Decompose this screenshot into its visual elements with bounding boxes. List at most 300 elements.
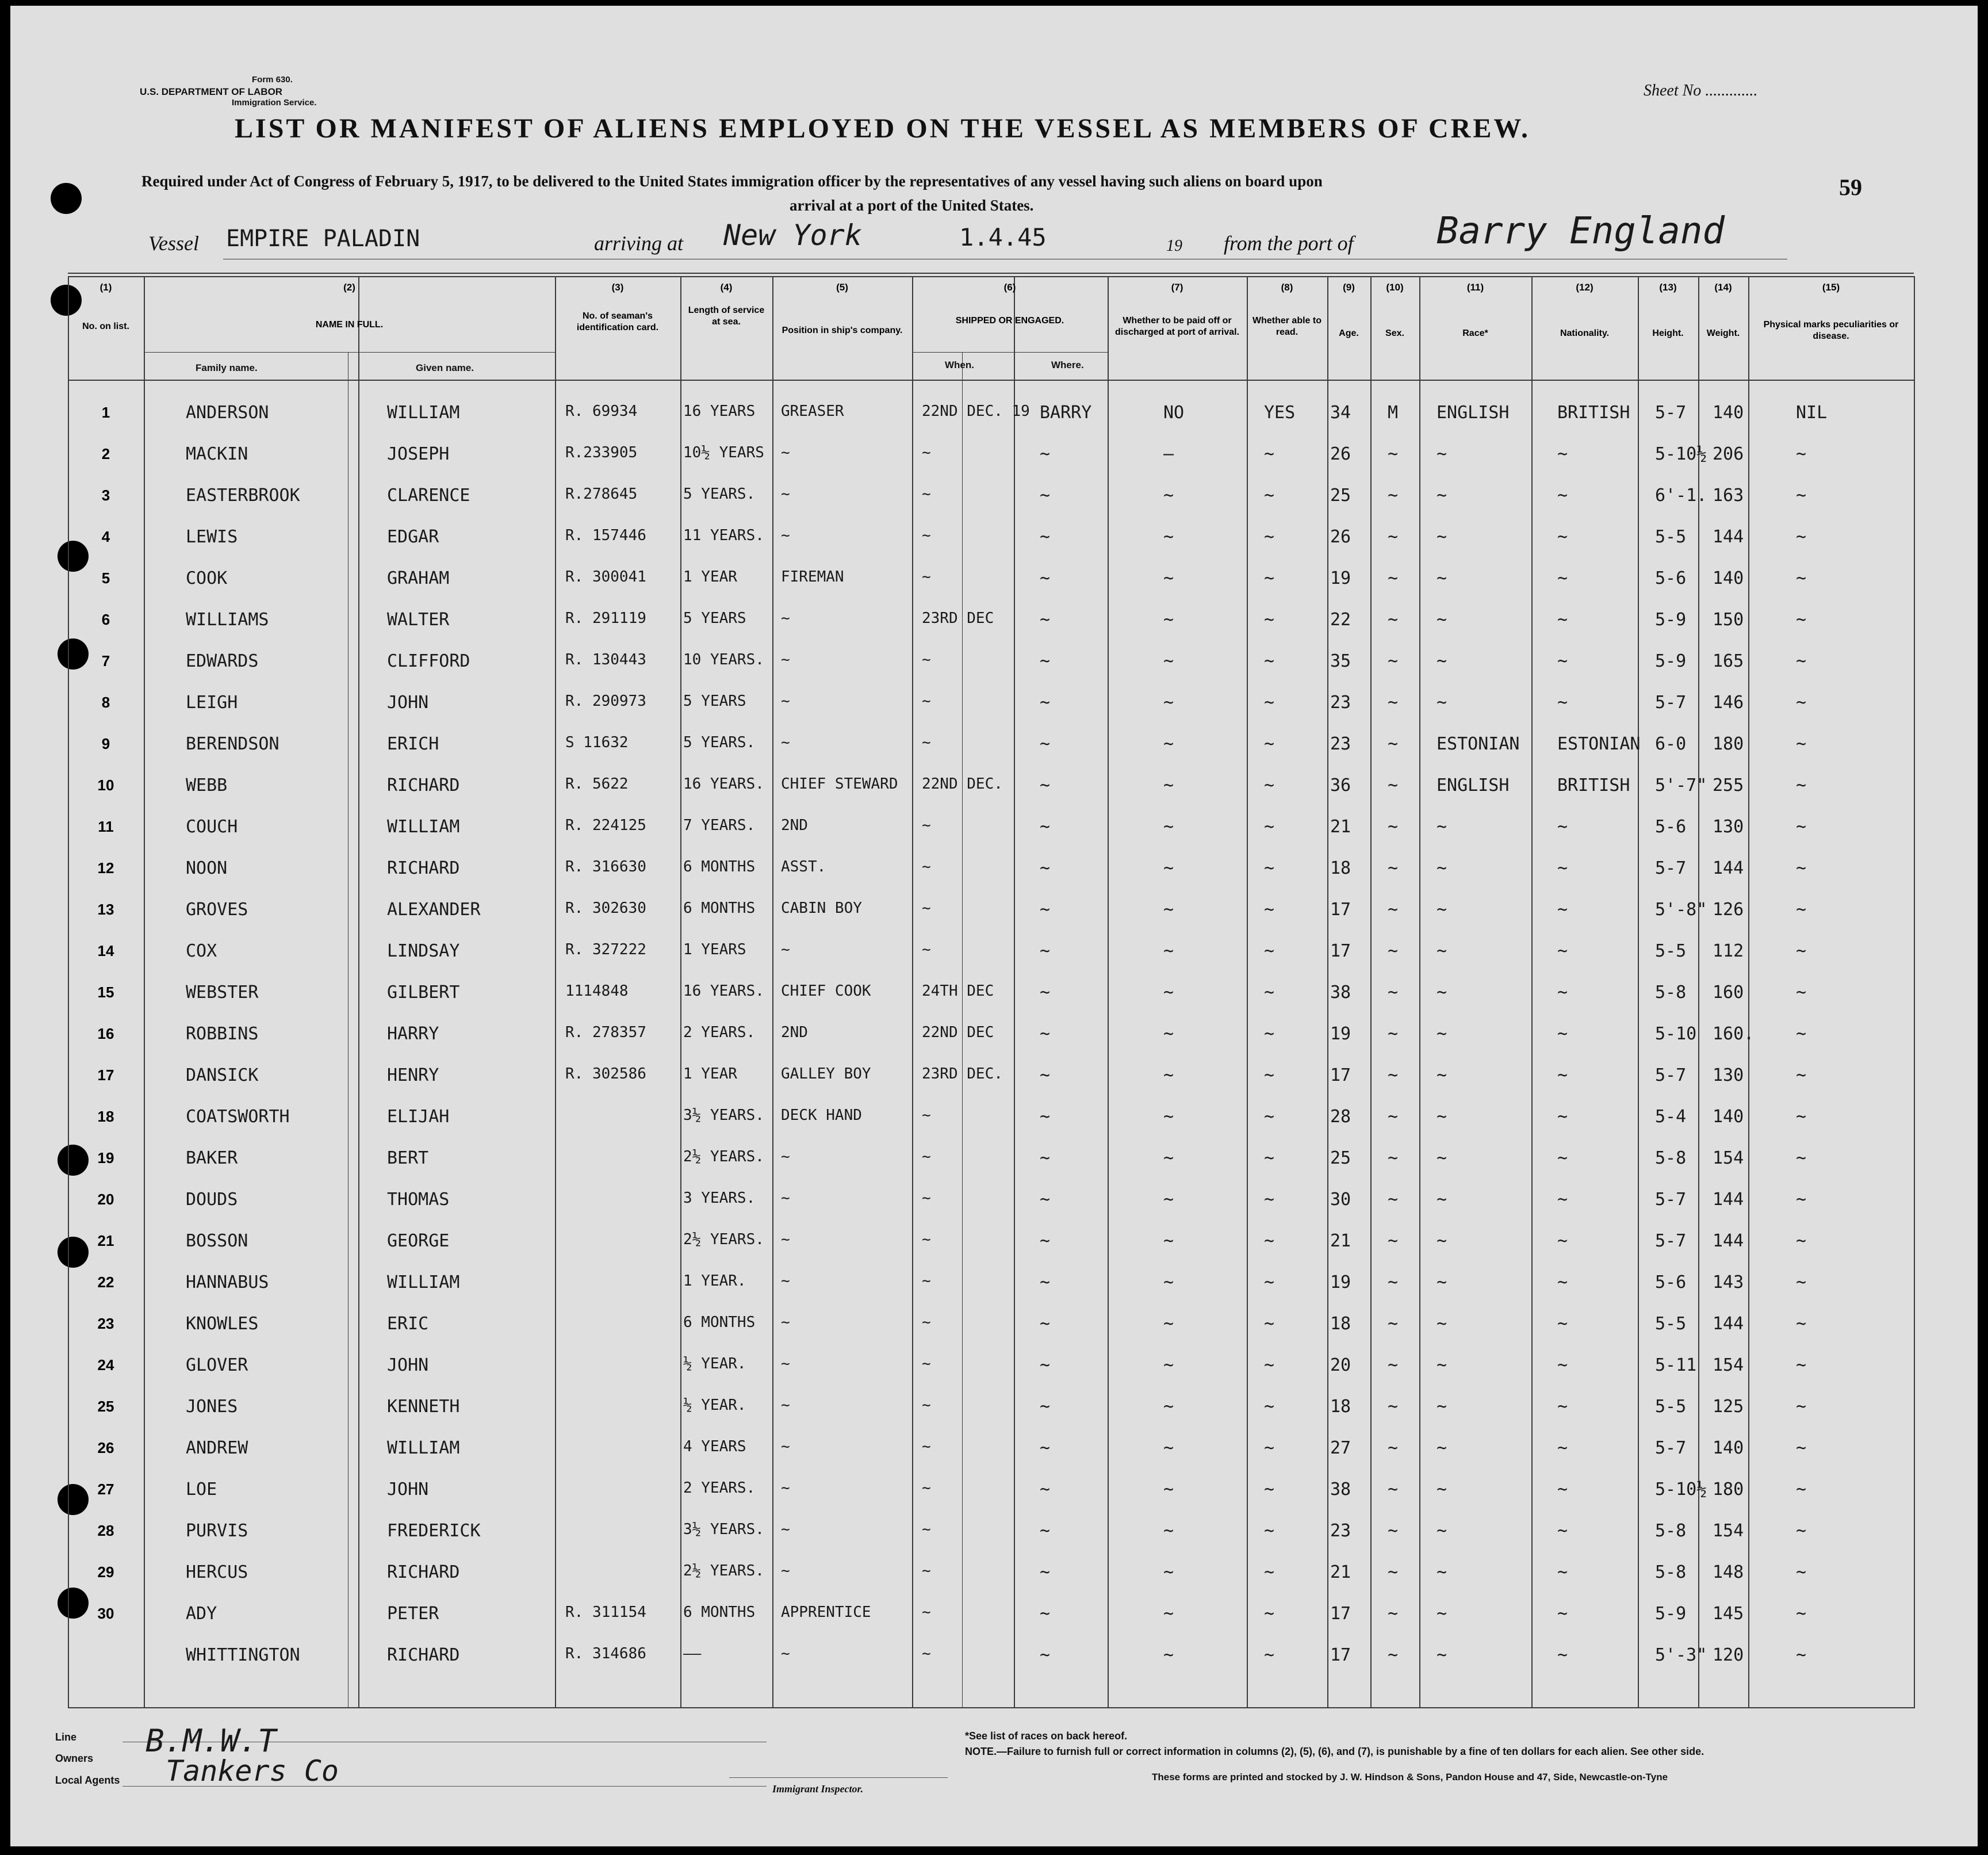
cell-height: 5-7 [1655, 1065, 1687, 1085]
shipped-subheader-rule [912, 352, 1108, 353]
column-header: Age. [1339, 328, 1359, 338]
cell-weight: 255 [1713, 775, 1744, 795]
row-number: 26 [97, 1439, 114, 1456]
row-number: 24 [97, 1356, 114, 1374]
cell-service: 4 YEARS [683, 1438, 746, 1455]
cell-when: ~ [922, 900, 931, 917]
cell-position: ~ [781, 651, 790, 668]
cell-where: ~ [1040, 858, 1051, 878]
form-title: LIST OR MANIFEST OF ALIENS EMPLOYED ON THE VESSEL AS MEMBERS OF CREW. [235, 113, 1530, 144]
cell-marks: ~ [1796, 651, 1807, 671]
column-rule [358, 276, 359, 1708]
family-name-subheader: Family name. [196, 362, 258, 373]
column-header: No. on list. [82, 322, 129, 331]
cell-height: 5-5 [1655, 941, 1687, 961]
cell-paid: ~ [1163, 1024, 1174, 1044]
cell-sex: ~ [1388, 817, 1399, 837]
cell-card: R. 291119 [565, 610, 646, 627]
cell-position: CHIEF STEWARD [781, 775, 898, 793]
cell-read: ~ [1264, 1604, 1275, 1624]
cell-read: ~ [1264, 527, 1275, 547]
cell-age: 19 [1330, 568, 1351, 588]
row-number: 16 [97, 1025, 114, 1042]
cell-service: 5 YEARS. [683, 485, 756, 503]
arriving-port: New York [723, 219, 862, 252]
row-number: 7 [101, 652, 110, 670]
cell-marks: ~ [1796, 693, 1807, 713]
cell-card: R. 224125 [565, 817, 646, 834]
cell-height: 5-6 [1655, 1272, 1687, 1292]
cell-position: GREASER [781, 403, 844, 420]
cell-weight: 144 [1713, 858, 1744, 878]
cell-where: ~ [1040, 1604, 1051, 1624]
cell-when: ~ [922, 1107, 931, 1124]
cell-sex: ~ [1388, 1065, 1399, 1085]
cell-family: NOON [186, 858, 228, 878]
cell-when: ~ [922, 1190, 931, 1207]
cell-race: ~ [1437, 941, 1447, 961]
column-rule [555, 276, 556, 1708]
cell-family: COOK [186, 568, 228, 588]
cell-read: YES [1264, 403, 1296, 423]
cell-height: 5-5 [1655, 1314, 1687, 1334]
cell-age: 17 [1330, 1604, 1351, 1624]
cell-family: LEIGH [186, 693, 238, 713]
cell-sex: ~ [1388, 1562, 1399, 1582]
cell-age: 23 [1330, 734, 1351, 754]
cell-paid: ~ [1163, 485, 1174, 506]
cell-nationality: ~ [1557, 858, 1568, 878]
cell-height: 5-7 [1655, 403, 1687, 423]
row-number: 9 [101, 735, 110, 752]
cell-paid: ~ [1163, 734, 1174, 754]
cell-marks: ~ [1796, 1604, 1807, 1624]
where-subheader: Where. [1051, 359, 1084, 370]
cell-paid: ~ [1163, 568, 1174, 588]
cell-marks: ~ [1796, 1231, 1807, 1251]
cell-where: ~ [1040, 734, 1051, 754]
cell-position: ~ [781, 1355, 790, 1372]
cell-nationality: ~ [1557, 1231, 1568, 1251]
cell-when: ~ [922, 1314, 931, 1331]
cell-read: ~ [1264, 982, 1275, 1003]
cell-when: ~ [922, 1521, 931, 1538]
cell-marks: ~ [1796, 568, 1807, 588]
cell-card: R. 130443 [565, 651, 646, 668]
cell-sex: M [1388, 403, 1399, 423]
column-header: SHIPPED OR ENGAGED. [955, 316, 1064, 326]
cell-service: 10½ YEARS [683, 444, 764, 461]
cell-height: 5-8 [1655, 1562, 1687, 1582]
cell-paid: ~ [1163, 1521, 1174, 1541]
row-number: 23 [97, 1315, 114, 1332]
cell-position: ~ [781, 444, 790, 461]
cell-weight: 154 [1713, 1355, 1744, 1375]
cell-race: ~ [1437, 1148, 1447, 1168]
cell-marks: ~ [1796, 1314, 1807, 1334]
cell-given: WILLIAM [387, 1272, 460, 1292]
cell-paid: ~ [1163, 817, 1174, 837]
cell-weight: 145 [1713, 1604, 1744, 1624]
cell-service: ½ YEAR. [683, 1355, 746, 1372]
cell-where: BARRY [1040, 403, 1092, 423]
cell-marks: ~ [1796, 1355, 1807, 1375]
punch-hole [58, 1484, 89, 1515]
cell-nationality: ~ [1557, 1438, 1568, 1458]
cell-marks: ~ [1796, 444, 1807, 464]
cell-marks: ~ [1796, 941, 1807, 961]
cell-card: R. 300041 [565, 568, 646, 586]
cell-where: ~ [1040, 610, 1051, 630]
cell-marks: ~ [1796, 610, 1807, 630]
column-number: (5) [836, 282, 848, 293]
cell-given: ALEXANDER [387, 900, 481, 920]
cell-sex: ~ [1388, 941, 1399, 961]
cell-read: ~ [1264, 941, 1275, 961]
cell-race: ~ [1437, 485, 1447, 506]
cell-service: 6 MONTHS [683, 900, 756, 917]
cell-family: EASTERBROOK [186, 485, 300, 506]
cell-service: 10 YEARS. [683, 651, 764, 668]
cell-given: HENRY [387, 1065, 439, 1085]
cell-where: ~ [1040, 1231, 1051, 1251]
cell-when: ~ [922, 1397, 931, 1414]
cell-where: ~ [1040, 982, 1051, 1003]
form-subtitle-line1: Required under Act of Congress of February 5, 1917, to be delivered to the United States immigration officer by the representatives of any vessel having such aliens on board upon [141, 173, 1323, 190]
cell-marks: ~ [1796, 1065, 1807, 1085]
cell-sex: ~ [1388, 1604, 1399, 1624]
cell-card: R. 302586 [565, 1065, 646, 1083]
cell-read: ~ [1264, 444, 1275, 464]
cell-nationality: ~ [1557, 900, 1568, 920]
cell-nationality: ~ [1557, 485, 1568, 506]
cell-paid: ~ [1163, 1355, 1174, 1375]
cell-service: 16 YEARS [683, 403, 756, 420]
cell-given: EDGAR [387, 527, 439, 547]
cell-when: 22ND DEC [922, 1024, 994, 1041]
cell-position: 2ND [781, 1024, 808, 1041]
column-rule [1638, 276, 1639, 1708]
cell-race: ~ [1437, 527, 1447, 547]
column-number: (8) [1281, 282, 1293, 293]
row-number: 27 [97, 1481, 114, 1498]
cell-age: 38 [1330, 982, 1351, 1003]
cell-weight: 143 [1713, 1272, 1744, 1292]
cell-height: 5-7 [1655, 1190, 1687, 1210]
cell-read: ~ [1264, 900, 1275, 920]
cell-card: R. 5622 [565, 775, 629, 793]
cell-weight: 144 [1713, 1314, 1744, 1334]
cell-read: ~ [1264, 775, 1275, 795]
row-number: 29 [97, 1563, 114, 1581]
cell-height: 6'-1. [1655, 485, 1707, 506]
header-bottom-rule [68, 380, 1914, 381]
cell-paid: ~ [1163, 775, 1174, 795]
cell-family: LOE [186, 1479, 217, 1500]
cell-height: 5-10½ [1655, 1479, 1707, 1500]
cell-read: ~ [1264, 1521, 1275, 1541]
cell-sex: ~ [1388, 900, 1399, 920]
vessel-name: EMPIRE PALADIN [226, 225, 420, 252]
cell-nationality: ~ [1557, 1148, 1568, 1168]
cell-sex: ~ [1388, 1521, 1399, 1541]
cell-service: 5 YEARS [683, 610, 746, 627]
cell-family: MACKIN [186, 444, 248, 464]
vessel-label: Vessel [148, 232, 199, 255]
cell-race: ESTONIAN [1437, 734, 1520, 754]
cell-marks: ~ [1796, 1438, 1807, 1458]
cell-nationality: ~ [1557, 444, 1568, 464]
cell-sex: ~ [1388, 1190, 1399, 1210]
cell-marks: ~ [1796, 1024, 1807, 1044]
cell-where: ~ [1040, 1355, 1051, 1375]
cell-service: ½ YEAR. [683, 1397, 746, 1414]
inspector-signature-line [729, 1777, 948, 1778]
cell-nationality: ~ [1557, 1521, 1568, 1541]
cell-race: ~ [1437, 444, 1447, 464]
cell-weight: 140 [1713, 1107, 1744, 1127]
cell-age: 18 [1330, 1314, 1351, 1334]
cell-position: ~ [781, 1479, 790, 1497]
cell-service: 16 YEARS. [683, 982, 764, 1000]
cell-weight: 154 [1713, 1148, 1744, 1168]
cell-family: ADY [186, 1604, 217, 1624]
cell-when: ~ [922, 527, 931, 544]
cell-position: ~ [781, 941, 790, 958]
row-number: 18 [97, 1108, 114, 1125]
cell-where: ~ [1040, 651, 1051, 671]
cell-age: 25 [1330, 1148, 1351, 1168]
cell-when: ~ [922, 734, 931, 751]
cell-race: ~ [1437, 982, 1447, 1003]
cell-age: 17 [1330, 1065, 1351, 1085]
cell-paid: ~ [1163, 1314, 1174, 1334]
column-number: (3) [611, 282, 624, 293]
cell-age: 17 [1330, 1645, 1351, 1665]
column-rule [1531, 276, 1533, 1708]
cell-height: 5-7 [1655, 693, 1687, 713]
punch-hole [58, 1145, 89, 1176]
cell-given: CLIFFORD [387, 651, 470, 671]
column-header: Whether to be paid off or discharged at port of arrival. [1114, 316, 1240, 337]
cell-family: COX [186, 941, 217, 961]
cell-height: 5-6 [1655, 568, 1687, 588]
cell-when: 22ND DEC. [922, 775, 1003, 793]
cell-paid: ~ [1163, 1148, 1174, 1168]
cell-marks: ~ [1796, 1107, 1807, 1127]
cell-nationality: ~ [1557, 1355, 1568, 1375]
cell-service: 3 YEARS. [683, 1190, 756, 1207]
column-rule [1108, 276, 1109, 1708]
cell-nationality: ~ [1557, 1397, 1568, 1417]
cell-family: GROVES [186, 900, 248, 920]
cell-weight: 130 [1713, 1065, 1744, 1085]
cell-nationality: ~ [1557, 1024, 1568, 1044]
cell-nationality: ~ [1557, 982, 1568, 1003]
punch-hole [58, 1237, 89, 1268]
cell-sex: ~ [1388, 1024, 1399, 1044]
cell-given: WALTER [387, 610, 450, 630]
column-rule [1419, 276, 1420, 1708]
cell-paid: ~ [1163, 1397, 1174, 1417]
cell-service: 2½ YEARS. [683, 1231, 764, 1248]
cell-position: ~ [781, 527, 790, 544]
cell-race: ~ [1437, 900, 1447, 920]
given-name-subheader: Given name. [416, 362, 474, 373]
cell-age: 21 [1330, 1231, 1351, 1251]
cell-sex: ~ [1388, 1314, 1399, 1334]
cell-marks: ~ [1796, 982, 1807, 1003]
cell-sex: ~ [1388, 1355, 1399, 1375]
cell-service: 1 YEAR [683, 1065, 737, 1083]
cell-when: ~ [922, 1479, 931, 1497]
cell-where: ~ [1040, 1272, 1051, 1292]
punch-hole [51, 183, 82, 214]
cell-when: ~ [922, 817, 931, 834]
cell-weight: 140 [1713, 568, 1744, 588]
cell-paid: ~ [1163, 1645, 1174, 1665]
cell-marks: ~ [1796, 817, 1807, 837]
cell-age: 21 [1330, 1562, 1351, 1582]
cell-age: 19 [1330, 1024, 1351, 1044]
cell-race: ~ [1437, 1107, 1447, 1127]
column-rule [68, 276, 69, 1708]
cell-sex: ~ [1388, 1148, 1399, 1168]
column-number: (2) [343, 282, 355, 293]
column-number: (6) [1003, 282, 1016, 293]
cell-where: ~ [1040, 485, 1051, 506]
year-label: 19 [1166, 237, 1182, 255]
cell-given: HARRY [387, 1024, 439, 1044]
cell-race: ~ [1437, 858, 1447, 878]
cell-height: 5'-3" [1655, 1645, 1707, 1665]
owners-label: Owners [55, 1753, 94, 1764]
cell-where: ~ [1040, 1065, 1051, 1085]
cell-nationality: ~ [1557, 1065, 1568, 1085]
cell-paid: ~ [1163, 1562, 1174, 1582]
cell-position: DECK HAND [781, 1107, 862, 1124]
cell-race: ENGLISH [1437, 775, 1510, 795]
cell-when: ~ [922, 651, 931, 668]
cell-race: ~ [1437, 1645, 1447, 1665]
cell-where: ~ [1040, 568, 1051, 588]
cell-sex: ~ [1388, 444, 1399, 464]
cell-paid: – [1163, 444, 1174, 464]
cell-sex: ~ [1388, 527, 1399, 547]
cell-height: 5'-8" [1655, 900, 1707, 920]
cell-where: ~ [1040, 941, 1051, 961]
cell-given: RICHARD [387, 1645, 460, 1665]
cell-marks: ~ [1796, 1397, 1807, 1417]
sheet-label: Sheet No [1644, 82, 1702, 100]
cell-age: 17 [1330, 941, 1351, 961]
cell-weight: 130 [1713, 817, 1744, 837]
cell-paid: ~ [1163, 941, 1174, 961]
row-number: 14 [97, 942, 114, 959]
cell-marks: ~ [1796, 1562, 1807, 1582]
cell-race: ~ [1437, 1355, 1447, 1375]
column-header: Whether able to read. [1252, 316, 1321, 337]
when-subheader: When. [945, 359, 974, 370]
cell-read: ~ [1264, 1314, 1275, 1334]
cell-where: ~ [1040, 693, 1051, 713]
cell-paid: ~ [1163, 1604, 1174, 1624]
cell-service: 5 YEARS. [683, 734, 756, 751]
cell-card: R. 278357 [565, 1024, 646, 1041]
column-number: (11) [1466, 282, 1484, 293]
cell-service: 3½ YEARS. [683, 1521, 764, 1538]
cell-where: ~ [1040, 1148, 1051, 1168]
cell-nationality: ~ [1557, 1190, 1568, 1210]
arrival-date: 1.4.45 [959, 223, 1047, 251]
cell-race: ~ [1437, 1231, 1447, 1251]
cell-race: ~ [1437, 1604, 1447, 1624]
cell-family: PURVIS [186, 1521, 248, 1541]
cell-given: CLARENCE [387, 485, 470, 506]
cell-age: 19 [1330, 1272, 1351, 1292]
cell-service: 1 YEAR. [683, 1272, 746, 1290]
cell-paid: ~ [1163, 1479, 1174, 1500]
table-top-rule [68, 273, 1914, 274]
cell-position: GALLEY BOY [781, 1065, 871, 1083]
cell-age: 25 [1330, 485, 1351, 506]
cell-card: R. 311154 [565, 1604, 646, 1621]
cell-position: ~ [781, 693, 790, 710]
cell-sex: ~ [1388, 1479, 1399, 1500]
cell-card: 1114848 [565, 982, 629, 1000]
cell-age: 36 [1330, 775, 1351, 795]
cell-card: R. 327222 [565, 941, 646, 958]
cell-marks: ~ [1796, 734, 1807, 754]
cell-when: ~ [922, 858, 931, 875]
cell-nationality: ~ [1557, 1562, 1568, 1582]
cell-where: ~ [1040, 1190, 1051, 1210]
cell-age: 21 [1330, 817, 1351, 837]
column-number: (13) [1659, 282, 1677, 293]
cell-weight: 180 [1713, 734, 1744, 754]
cell-where: ~ [1040, 817, 1051, 837]
cell-sex: ~ [1388, 568, 1399, 588]
from-port: Barry England [1437, 210, 1725, 253]
cell-position: ~ [781, 1148, 790, 1165]
cell-age: 18 [1330, 858, 1351, 878]
cell-age: 38 [1330, 1479, 1351, 1500]
cell-given: WILLIAM [387, 1438, 460, 1458]
cell-card: R. 290973 [565, 693, 646, 710]
cell-marks: ~ [1796, 485, 1807, 506]
manifest-page [10, 6, 1978, 1846]
row-number: 8 [101, 694, 110, 711]
cell-service: 3½ YEARS. [683, 1107, 764, 1124]
cell-nationality: BRITISH [1557, 775, 1630, 795]
cell-card: R. 69934 [565, 403, 638, 420]
cell-family: BAKER [186, 1148, 238, 1168]
cell-marks: ~ [1796, 900, 1807, 920]
cell-nationality: ~ [1557, 1604, 1568, 1624]
penalty-note: NOTE.—Failure to furnish full or correct information in columns (2), (5), (6), and (7), is punishable by a fine of ten dollars for each alien. See other side. [965, 1746, 1704, 1757]
row-number: 10 [97, 777, 114, 794]
cell-family: HANNABUS [186, 1272, 269, 1292]
cell-height: 5-5 [1655, 1397, 1687, 1417]
cell-race: ~ [1437, 1397, 1447, 1417]
cell-height: 5-7 [1655, 1231, 1687, 1251]
cell-age: 22 [1330, 610, 1351, 630]
cell-age: 27 [1330, 1438, 1351, 1458]
cell-where: ~ [1040, 900, 1051, 920]
cell-sex: ~ [1388, 858, 1399, 878]
cell-position: ~ [781, 734, 790, 751]
cell-position: ~ [781, 1231, 790, 1248]
